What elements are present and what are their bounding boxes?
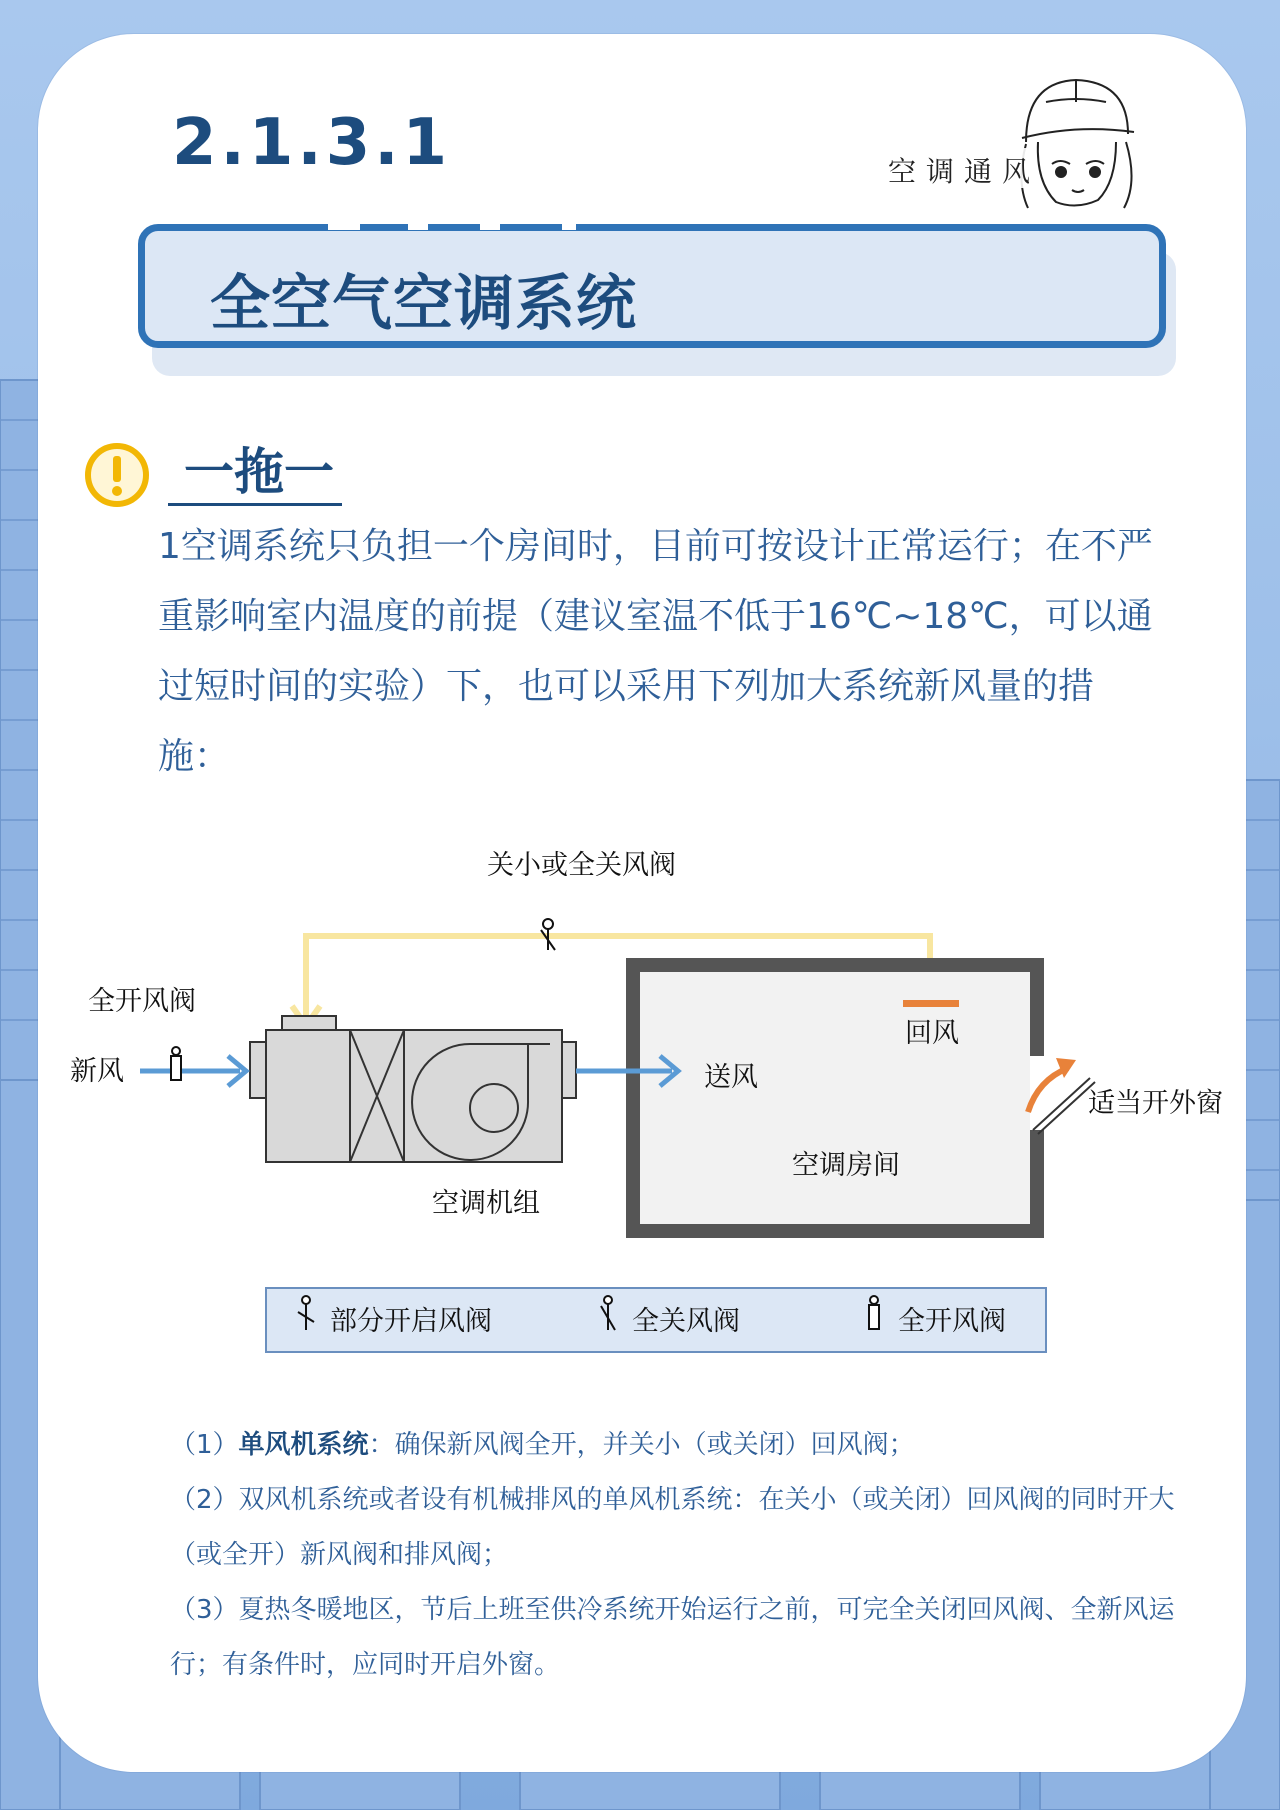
legend-partial: 部分开启风阀: [330, 1306, 492, 1337]
label-fresh-air: 新风: [70, 1056, 124, 1087]
label-open-window: 适当开外窗: [1088, 1088, 1223, 1119]
room-interior: [640, 972, 1030, 1224]
air-system-diagram: [60, 830, 1250, 1390]
label-ahu: 空调机组: [432, 1188, 540, 1219]
measure-highlight: 单风机系统: [238, 1430, 369, 1460]
ahu-top-port: [282, 1016, 336, 1030]
open-damper-legend-icon: [869, 1296, 879, 1329]
open-damper-icon: [171, 1047, 181, 1080]
label-close-damper: 关小或全关风阀: [487, 850, 676, 881]
measure-item: [170, 1418, 1210, 1473]
measure-text: ：确保新风阀全开，并关小（或关闭）回风阀；: [368, 1430, 915, 1460]
measure-number: （1）: [170, 1430, 239, 1460]
measure-text: 双风机系统或者设有机械排风的单风机系统：在关小（或关闭）回风阀的同时开大（或全开）新风阀和排风阀；: [170, 1485, 1175, 1570]
measures-list: [170, 1418, 1210, 1693]
measure-number: （2）: [170, 1485, 239, 1515]
measure-number: （3）: [170, 1595, 239, 1625]
subsection-heading: 一拖一: [184, 443, 334, 501]
label-full-open-damper: 全开风阀: [88, 986, 196, 1017]
legend-open: 全开风阀: [898, 1306, 1006, 1337]
measure-text: 夏热冬暖地区，节后上班至供冷系统开始运行之前，可完全关闭回风阀、全新风运行；有条件时，应同时开启外窗。: [170, 1595, 1175, 1680]
intro-paragraph: 1空调系统只负担一个房间时，目前可按设计正常运行；在不严重影响室内温度的前提（建议室温不低于16℃~18℃，可以通过短时间的实验）下，也可以采用下列加大系统新风量的措施：: [158, 526, 1153, 777]
label-supply-air: 送风: [704, 1062, 758, 1093]
exclamation-icon: [84, 442, 150, 508]
title-frame-gap: [480, 218, 500, 230]
ahu-outlet-flange: [562, 1042, 576, 1098]
title-frame-gap: [408, 218, 428, 230]
legend-closed: 全关风阀: [632, 1306, 740, 1337]
return-grille: [903, 1000, 959, 1007]
page-title: 全空气空调系统: [210, 269, 637, 339]
measure-item: [170, 1583, 1210, 1693]
title-frame-gap: [328, 218, 360, 230]
logo-text: 空调通风: [888, 155, 1041, 188]
subsection-underline: [168, 503, 342, 506]
section-number: 2.1.3.1: [172, 106, 452, 180]
title-frame-gap: [562, 218, 576, 230]
label-room: 空调房间: [792, 1150, 900, 1181]
measure-item: [170, 1473, 1210, 1583]
ahu-body: [266, 1030, 562, 1162]
ahu-inlet-flange: [250, 1042, 266, 1098]
logo-illustration: [876, 72, 1136, 212]
label-return-air: 回风: [905, 1018, 959, 1049]
